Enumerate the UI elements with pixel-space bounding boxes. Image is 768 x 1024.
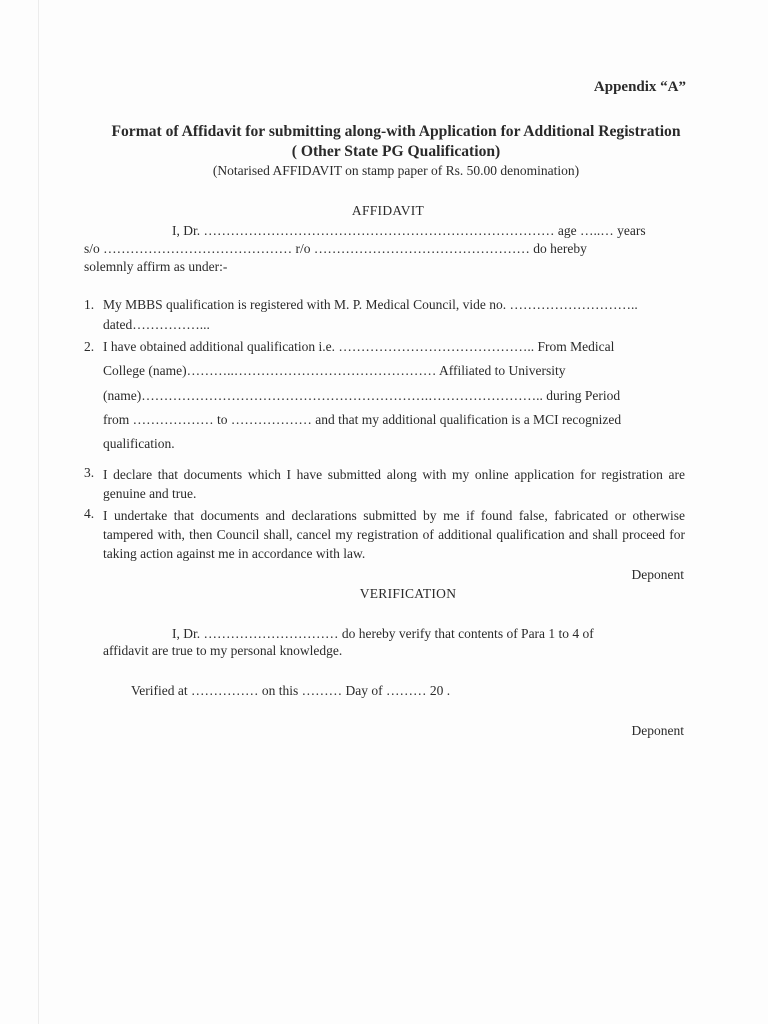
affidavit-heading: AFFIDAVIT [351,203,425,218]
item-2-line-4: from ……………… to ……………… and that my additional qualification is a MCI recognized [103,412,622,427]
item-2-number: 2. [84,339,95,354]
verified-at-line: Verified at …………… on this ……… Day of ……… 20 . [131,683,451,698]
item-2-line-3: (name)……………………………………………………….…………………….. during Period [103,388,621,403]
item-2-line-2: College (name)………..……………………………………… Affiliated to University [103,363,566,378]
intro-line-2: s/o …………………………………… r/o ………………………………………… do hereby [84,241,587,256]
title-line-1: Format of Affidavit for submitting along-with Application for Additional Registration [111,123,681,140]
item-1-number: 1. [84,297,95,312]
verification-heading: VERIFICATION [359,586,457,601]
verification-line-2: affidavit are true to my personal knowledge. [103,643,343,658]
item-1-line-1: My MBBS qualification is registered with M. P. Medical Council, vide no. ……………………….. [103,297,638,312]
item-3-text: I declare that documents which I have submitted along with my online application for registration are genuine and true. [103,467,685,501]
scan-edge-line [38,0,39,1024]
title-line-2: ( Other State PG Qualification) [291,143,501,160]
item-2-line-5: qualification. [103,436,175,451]
deponent-signature-2: Deponent [631,723,684,738]
item-2-line-1: I have obtained additional qualification i.e. …………………………………….. From Medical [103,339,615,354]
appendix-label: Appendix “A” [593,79,686,95]
item-4-text: I undertake that documents and declarations submitted by me if found false, fabricated or otherwise tampered with, then Council shall, cancel my registration of additional qualification and shall proceed for taking action against me in accordance with law. [103,508,685,561]
stamp-paper-note: (Notarised AFFIDAVIT on stamp paper of Rs. 50.00 denomination) [212,163,580,178]
item-4-number: 4. [84,506,95,521]
verification-line-1: I, Dr. ………………………… do hereby verify that contents of Para 1 to 4 of [172,626,594,641]
intro-line-3: solemnly affirm as under:- [84,259,228,274]
document-title [40,122,752,162]
intro-line-1: I, Dr. …………………………………………………………………… age …..… years [172,223,646,238]
deponent-signature-1: Deponent [631,567,684,582]
item-1-line-2: dated……………... [103,317,210,332]
item-3-number: 3. [84,465,95,480]
